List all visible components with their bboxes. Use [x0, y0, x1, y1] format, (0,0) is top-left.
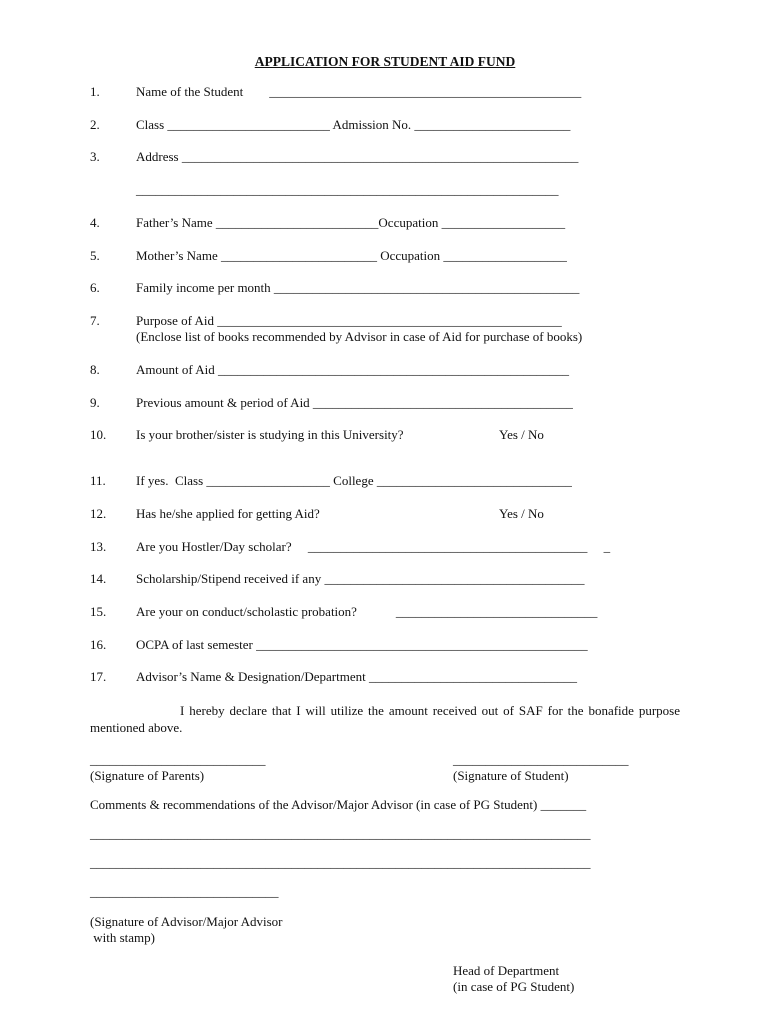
hostler-day-scholar-field[interactable]: Are you Hostler/Day scholar? ___________________________________________ _: [136, 539, 611, 554]
item-number: 11.: [90, 473, 106, 488]
item-number: 17.: [90, 669, 107, 684]
advisor-comments-field[interactable]: Comments & recommendations of the Advisor/Major Advisor (in case of PG Student) _______: [90, 797, 587, 812]
address-field[interactable]: Address _____________________________________________________________: [136, 149, 579, 164]
probation-field[interactable]: Are your on conduct/scholastic probation? _______________________________: [136, 604, 598, 619]
scholarship-stipend-field[interactable]: Scholarship/Stipend received if any ________________________________________: [136, 571, 585, 586]
head-of-department-label: Head of Department: [453, 963, 560, 978]
item-number: 10.: [90, 427, 107, 442]
parents-signature-line[interactable]: ___________________________: [90, 752, 266, 767]
sibling-aid-question: Has he/she applied for getting Aid?: [136, 506, 320, 521]
advisor-name-field[interactable]: Advisor’s Name & Designation/Department ________________________________: [136, 669, 577, 684]
student-signature-line[interactable]: ___________________________: [453, 752, 629, 767]
item-number: 14.: [90, 571, 107, 586]
item-number: 7.: [90, 313, 100, 328]
class-admission-field[interactable]: Class _________________________ Admission No. ________________________: [136, 117, 571, 132]
item-number: 1.: [90, 84, 100, 99]
item-number: 8.: [90, 362, 100, 377]
ocpa-field[interactable]: OCPA of last semester ___________________________________________________: [136, 637, 588, 652]
father-name-occupation-field[interactable]: Father’s Name _________________________Occupation ___________________: [136, 215, 566, 230]
item-number: 3.: [90, 149, 100, 164]
parents-signature-label: (Signature of Parents): [90, 768, 205, 783]
purpose-of-aid-field[interactable]: Purpose of Aid _____________________________________________________: [136, 313, 562, 328]
item-number: 2.: [90, 117, 100, 132]
family-income-field[interactable]: Family income per month _______________________________________________: [136, 280, 580, 295]
item-number: 12.: [90, 506, 107, 521]
purpose-note: (Enclose list of books recommended by Advisor in case of Aid for purchase of books): [136, 329, 583, 344]
declaration-text: I hereby declare that I will utilize the amount received out of SAF for the bonafide purpose mentioned above.: [90, 703, 680, 735]
form-title: APPLICATION FOR STUDENT AID FUND: [254, 54, 516, 69]
sibling-yes-no-option[interactable]: Yes / No: [499, 427, 544, 442]
comments-line[interactable]: _____________________________________________________________________________: [90, 826, 591, 841]
item-number: 15.: [90, 604, 107, 619]
sibling-question: Is your brother/sister is studying in this University?: [136, 427, 404, 442]
mother-name-occupation-field[interactable]: Mother’s Name ________________________ Occupation ___________________: [136, 248, 567, 263]
previous-amount-field[interactable]: Previous amount & period of Aid ________________________________________: [136, 395, 573, 410]
item-number: 4.: [90, 215, 100, 230]
comments-line[interactable]: _____________________________________________________________________________: [90, 855, 591, 870]
sibling-aid-yes-no-option[interactable]: Yes / No: [499, 506, 544, 521]
name-of-student-field[interactable]: Name of the Student ________________________________________________: [136, 84, 582, 99]
item-number: 16.: [90, 637, 107, 652]
advisor-signature-label: (Signature of Advisor/Major Advisor: [90, 914, 283, 929]
item-number: 6.: [90, 280, 100, 295]
pg-student-note: (in case of PG Student): [453, 979, 575, 994]
address-field-line-2[interactable]: _________________________________________________________________: [136, 182, 559, 197]
item-number: 13.: [90, 539, 107, 554]
sibling-class-college-field[interactable]: If yes. Class ___________________ College ______________________________: [136, 473, 572, 488]
advisor-signature-line[interactable]: _____________________________: [90, 884, 279, 899]
amount-of-aid-field[interactable]: Amount of Aid ______________________________________________________: [136, 362, 569, 377]
student-signature-label: (Signature of Student): [453, 768, 569, 783]
item-number: 9.: [90, 395, 100, 410]
item-number: 5.: [90, 248, 100, 263]
advisor-stamp-label: with stamp): [90, 930, 155, 945]
